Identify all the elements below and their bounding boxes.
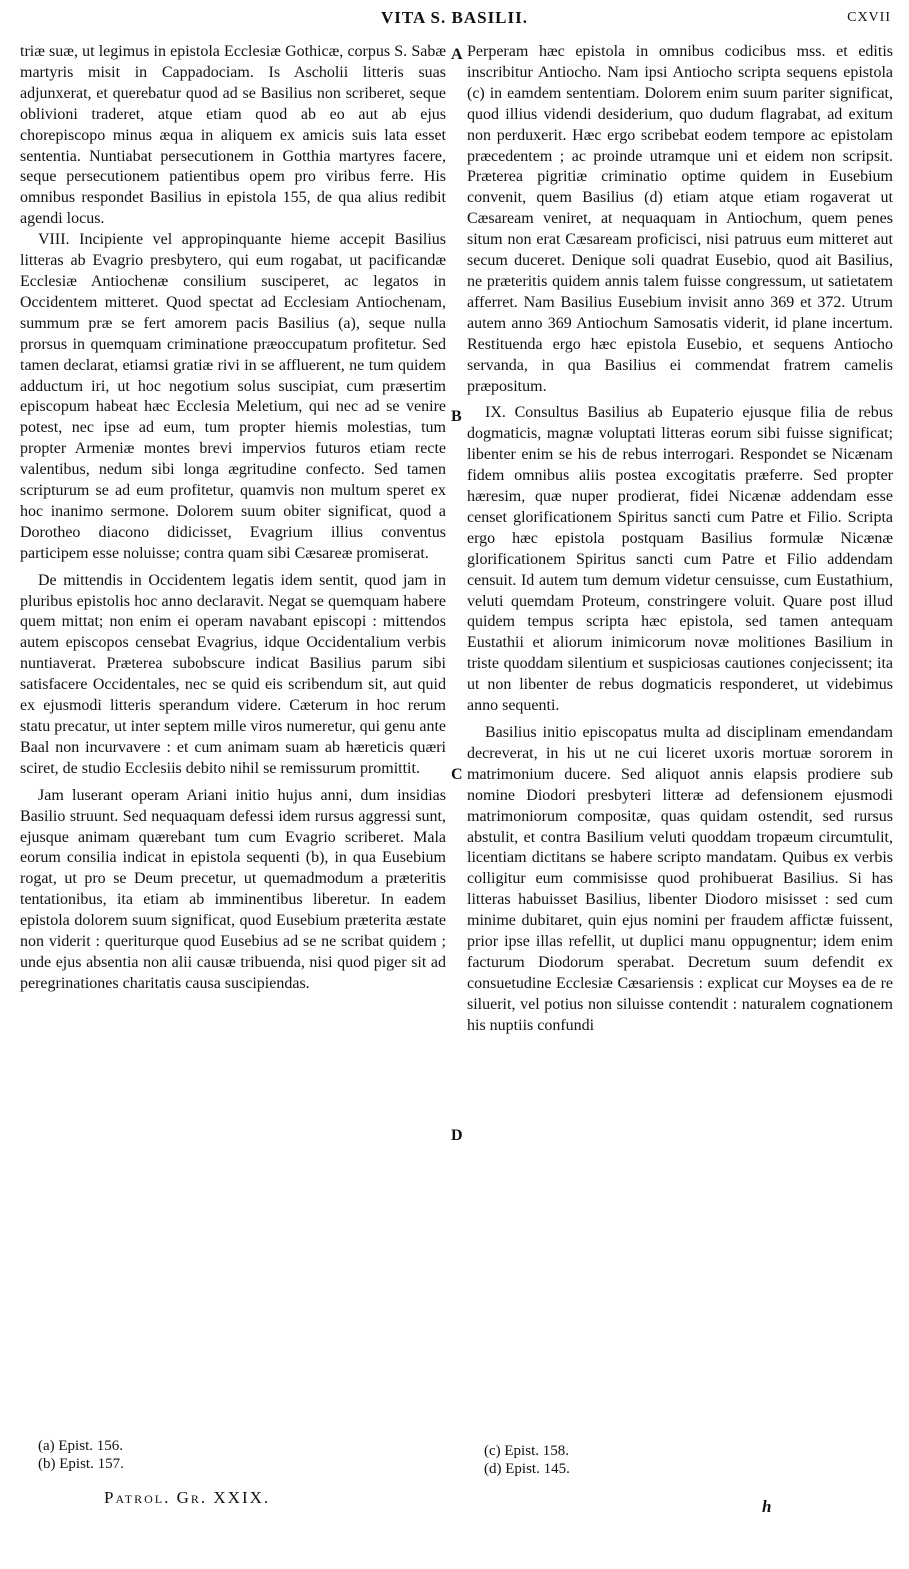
paragraph: VIII. Incipiente vel appropinquante hieme accepit Basilius litteras ab Evagrio presbytero, qui eum rogabat, ut pacificandæ Ecclesiæ Antiochenæ consilium susciperet, ac legatos in Occidentem mitteret. Quod spectat ad Ecclesiam Antiochenam, summum præ se fert amorem pacis Basilius (a), seque nulla prorsus in quemquam criminatione præoccupatum profitetur. Sed tamen declarat, etiamsi gratiæ rivi in se affluerent, ne tum quidem adductum iri, ut hoc negotium solus suscipiat, cum præsertim episcopum habeat hæc Ecclesia Meletium, qui nec ad se venire potest, nec ipse ad eum, tum propter hiemis molestias, tum propter Armeniæ montes brevi impervios futuros etiam recte valentibus, nedum sibi longa ægritudine confecto. Sed tamen scripturum se ad eum profitetur, quamvis non multum speret ex hoc inanimo sermone. Dolorem suum obiter significat, quod a Dorotheo diacono didicisset, Evagrium illius conventus participem esse noluisse; contra quam sibi Cæsareæ promiserat.	[20, 231, 446, 562]
paragraph: Perperam hæc epistola in omnibus codicibus mss. et editis inscribitur Antiocho. Nam ipsi Antiocho scripta sequens epistola (c) in eamdem sententiam. Dolorem enim suum pariter significat, quod illius videndi desiderium, quo dudum flagrabat, ad exitum non perduxerit. Hæc ergo scribebat eodem tempore ac epistolam præcedentem ; ac proinde utramque uni et eidem non scripsit. Præterea pigritiæ criminatio optime quidem in Eusebium convenit, quem Basilius (d) etiam atque etiam rogaverat ut Cæsaream veniret, at nequaquam in Antiochum, quem penes situm non erat Cæsaream proficisci, nisi patruus eum mitteret aut secum duceret. Denique soli quadrat Eusebio, quod ait Basilius, ne præteritis quidem annis talem fuisse congressum, ut satietatem afferret. Nam Basilius Eusebium invisit anno 369 et 372. Utrum autem anno 369 Antiochum Samosatis viderit, id plane incertum. Restituenda ergo hæc epistola Eusebio, et sequens Antiocho servanda, in qua Basilius ei commendat fratrem camelis præpositum.	[467, 43, 893, 395]
margin-letter-a: A	[451, 46, 463, 63]
left-column	[20, 42, 446, 995]
page-number: CXVII	[847, 10, 891, 25]
running-head: VITA S. BASILII.	[380, 8, 529, 27]
margin-letter-d: D	[451, 1127, 463, 1144]
margin-letter-c: C	[451, 766, 463, 783]
paragraph: IX. Consultus Basilius ab Eupaterio ejusque filia de rebus dogmaticis, magnæ voluptati litteras eorum sibi fuisse significat; libenter enim se his de rebus interrogari. Respondet se Nicænam fidem omnibus aliis postea excogitatis præferre. Sed propter hæresim, quæ nuper prodierat, fidei Nicænæ addendam esse censet glorificationem Spiritus sancti cum Patre et Filio. Scripta ergo hæc epistola postquam Basilius formulæ Nicænæ glorificationem Spiritus sancti cum Patre et Filio addendam censuit. Id autem tum demum videtur censuisse, cum Eustathium, veluti quemdam Proteum, constringere voluit. Quare post illud quidem tempus scripta hæc epistola, sed tamen antequam Eustathii et aliorum inimicorum novæ molitiones Basilium in triste quoddam silentium et suspiciosas cautiones conjecissent; ita ut non libenter de rebus dogmaticis responderet, ut videbimus anno sequenti.	[467, 404, 893, 715]
paragraph: triæ suæ, ut legimus in epistola Ecclesiæ Gothicæ, corpus S. Sabæ martyris misit in Cappadociam. Is Ascholii litteris suas adjunxerat, et querebatur quod ad se Basilius non scriberet, seque oblivioni traderet, atque etiam quod ab eo aut ab ejus chorepiscopo minus æqua in aliquem ex amicis suis lata esset sententia. Nuntiabat persecutionem in Gotthia martyres facere, seque persecutionem patientibus opem pro viribus ferre. His omnibus respondet Basilius in epistola 155, de qua alius redibit agendi locus.	[20, 43, 446, 228]
page-header	[0, 8, 909, 38]
margin-letter-b: B	[451, 408, 462, 425]
footnote: (a) Epist. 156.	[38, 1438, 123, 1454]
footnote: (d) Epist. 145.	[484, 1461, 570, 1477]
footnote: (b) Epist. 157.	[38, 1456, 124, 1472]
footnote: (c) Epist. 158.	[484, 1443, 569, 1459]
signature-mark: Patrol. Gr. XXIX.	[104, 1488, 271, 1507]
paragraph: Jam luserant operam Ariani initio hujus anni, dum insidias Basilio struunt. Sed nequaquam defessi idem rursus aggressi sunt, ejusque animam quærebant tum cum Evagrio scriberet. Mala eorum consilia indicat in epistola sequenti (b), in qua Eusebium rogat, ut pro se Deum precetur, ut quemadmodum a præteritis tentationibus, ita etiam ab imminentibus liberetur. In eadem epistola dolorem suum significat, quod Eusebium præterita æstate non viderit : queriturque quod Eusebius ad se ne scribat quidem ; unde ejus absentia non alii causæ tribuenda, nisi quod piger sit ad peregrinationes charitatis causa suscipiendas.	[20, 786, 446, 992]
footnotes-right	[484, 1442, 570, 1478]
paragraph: De mittendis in Occidentem legatis idem sentit, quod jam in pluribus epistolis hoc anno declaravit. Negat se quemquam habere quem mittat; non enim ei operam navabant episcopi : mittendos autem episcopos censebat Evagrius, idque Occidentalium verbis nuntiaverat. Præterea subobscure indicat Basilius parum sibi satisfacere Occidentales, nec se quid eis scribendum sit, aut quid ex ejusmodi litteris sperandum videre. Cæterum in hoc rerum statu precatur, ut inter septem mille viros numeretur, qui genu ante Baal non incurvavere : et cum animam suam ab hæreticis quæri sciret, de studio Ecclesiis debito nihil se remissurum promittit.	[20, 571, 446, 777]
sheet-mark: h	[762, 1497, 772, 1516]
right-column	[467, 42, 893, 1037]
paragraph: Basilius initio episcopatus multa ad disciplinam emendandam decreverat, in his ut ne cui liceret uxoris mortuæ sororem in matrimonium ducere. Sed aliquot annis elapsis prodiere sub nomine Diodori presbyteri litteræ ad defensionem ejusmodi matrimoniorum compositæ, quas quidam ostendit, sed rursus abstulit, et contra Basilium veluti quoddam tropæum circumtulit, licentiam dictitans se habere scripto mandatam. Quibus ex verbis colligitur eum commisisse quod prohibuerat Basilius. Si has litteras habuisset Basilius, libenter Diodoro misisset : sed cum minime dubitaret, quin ejus nomini per fraudem affictæ fuissent, prior ipse illas refellit, ut duplici manu oppugnentur; idem enim facturum Diodorum sperabat. Decretum suum defendit ex consuetudine Ecclesiæ Cæsariensis : explicat cur Moyses ea de re siluerit, vel potius non siluisse contendit : naturalem cognationem his nuptiis confundi	[467, 724, 893, 1034]
footnotes-left	[38, 1437, 124, 1473]
